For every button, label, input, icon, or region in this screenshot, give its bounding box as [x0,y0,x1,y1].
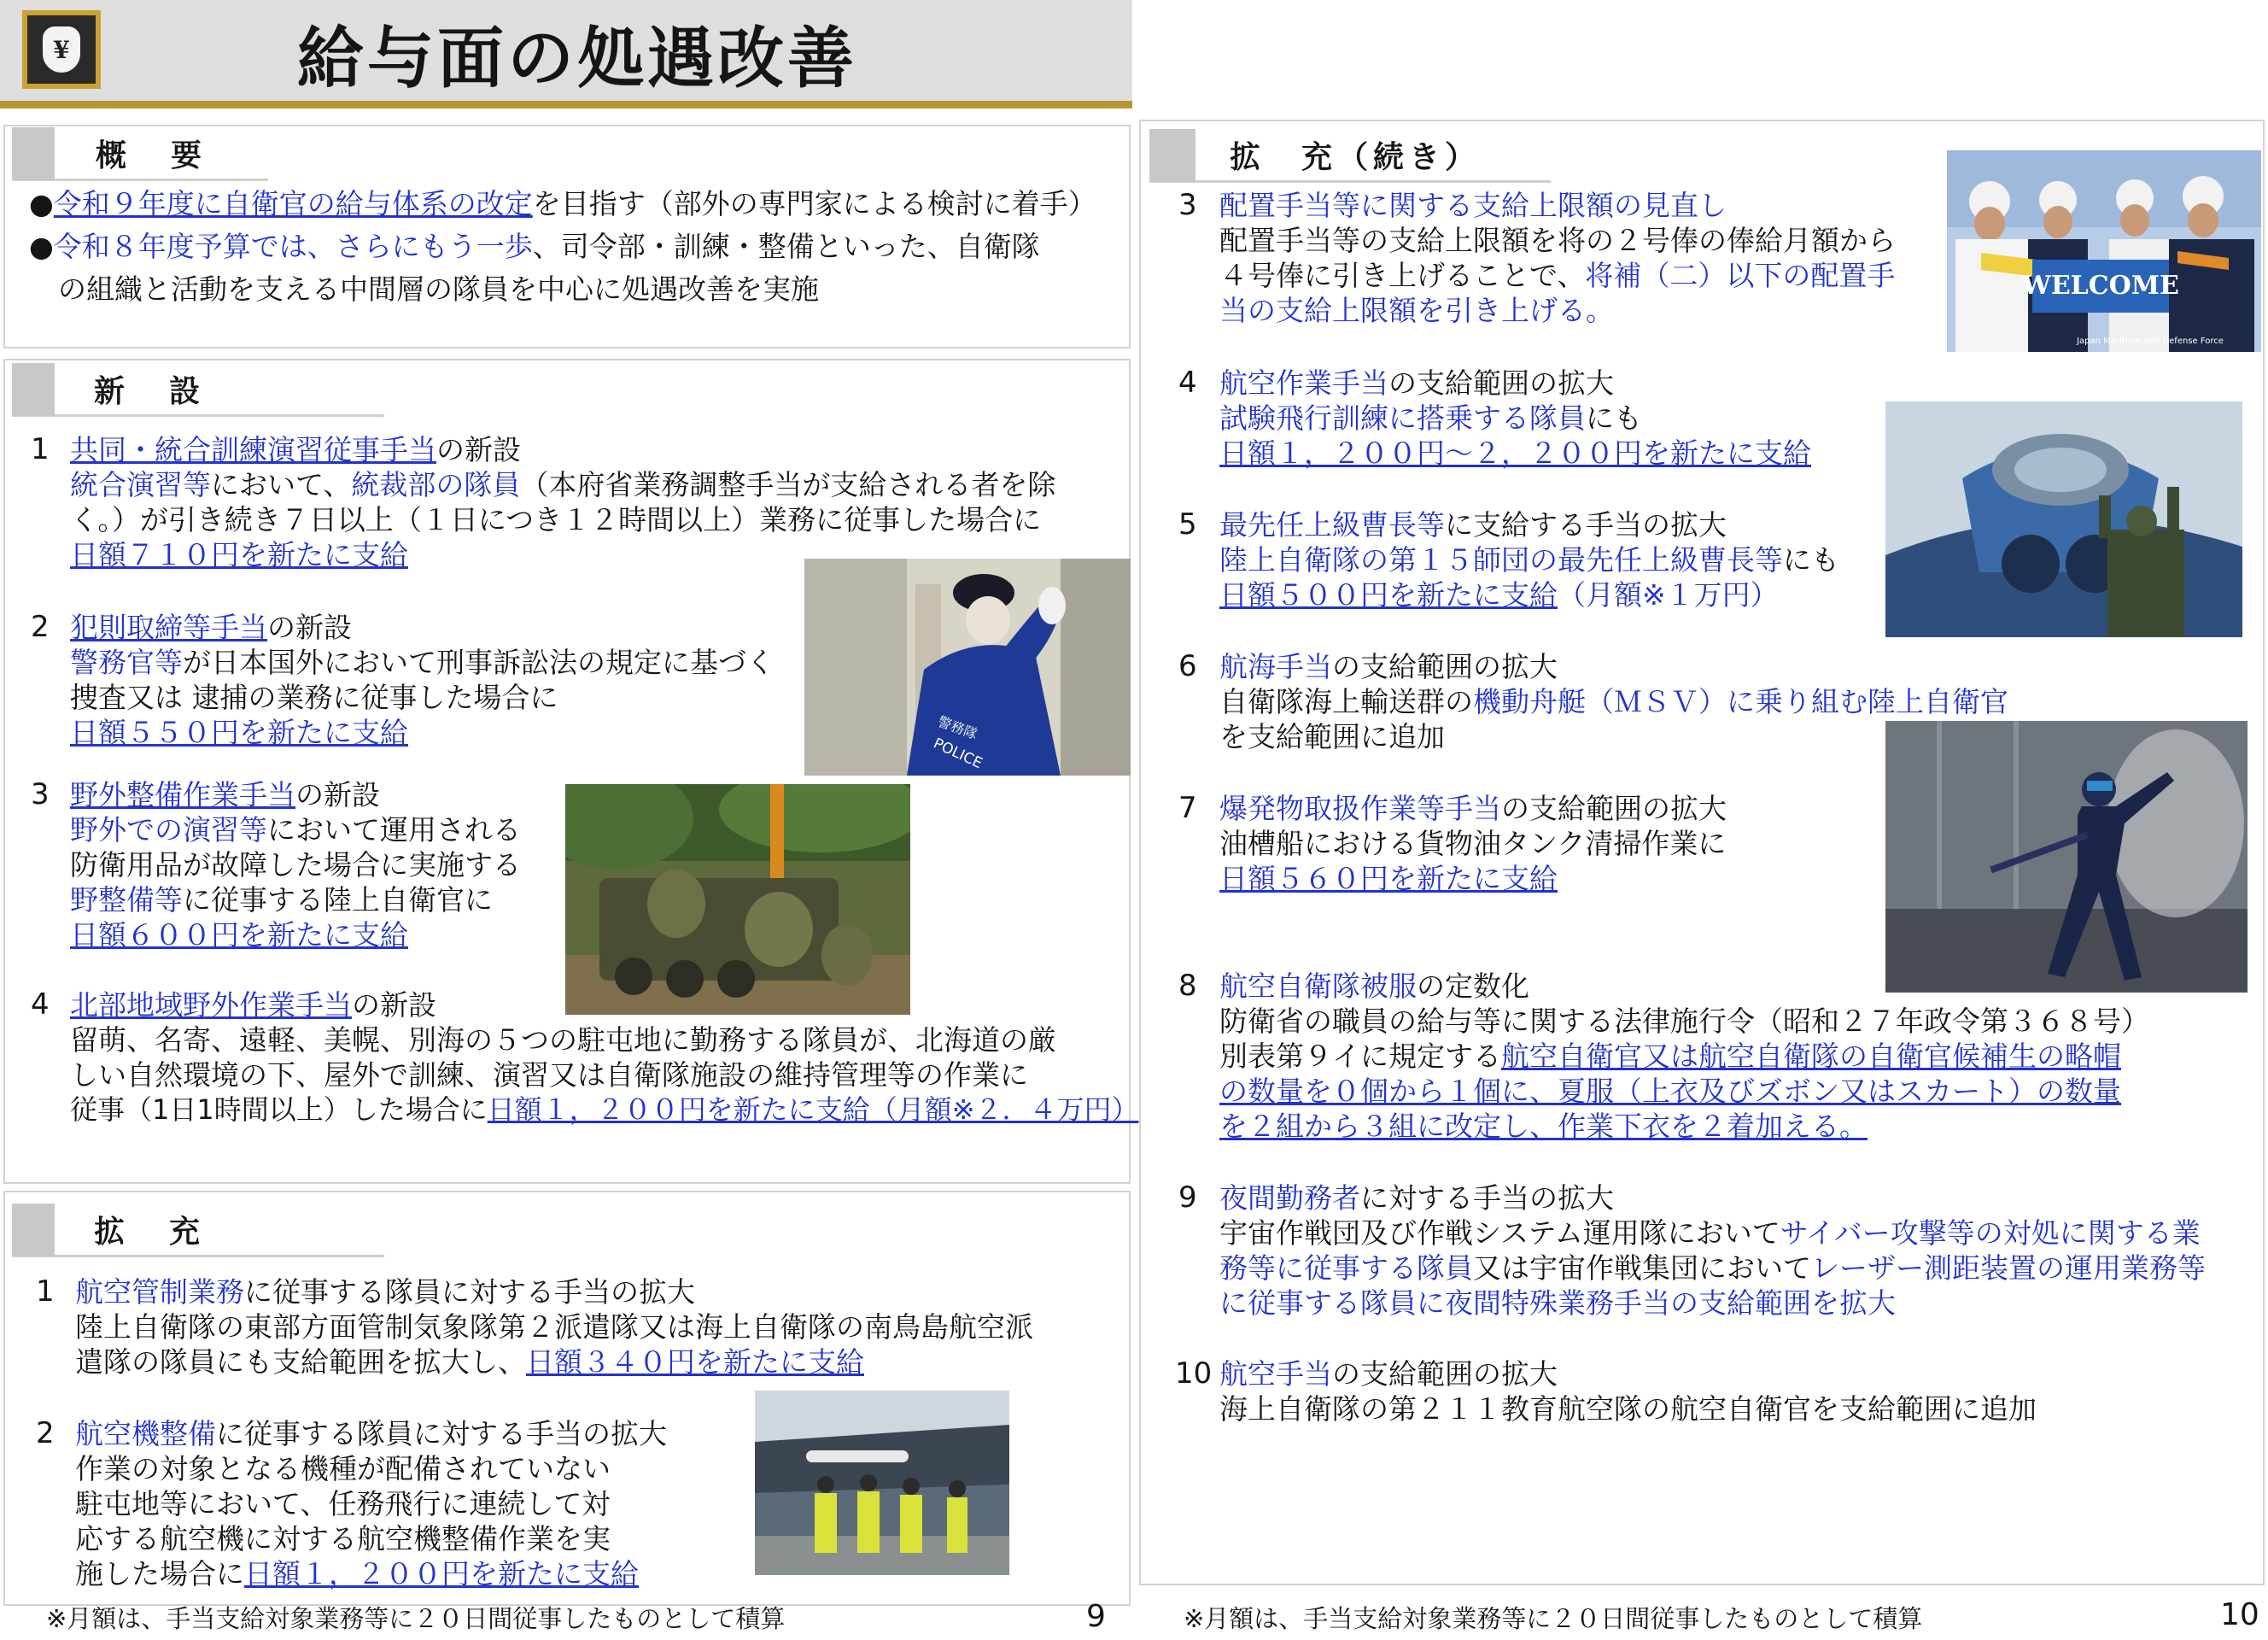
expand-item-4-line2 [1219,436,1811,471]
item-number: 8 [1178,969,1197,1003]
expand-item-2-title: 航空機整備に従事する隊員に対する手当の拡大 [75,1417,667,1450]
welcome-banner-text: WELCOME [2022,271,2179,301]
new-item-3-line3: 野整備等に従事する陸上自衛官に [70,883,493,917]
overview-bullet-2-line2: の組織と活動を支える中間層の隊員を中心に処遇改善を実施 [58,272,819,306]
item-number: 5 [1178,507,1197,542]
expand-item-10-line1: 海上自衛隊の第２１１教育航空隊の航空自衛官を支給範囲に追加 [1219,1392,2037,1426]
expand-item-7-title: 爆発物取扱作業等手当の支給範囲の拡大 [1219,792,1727,825]
expand-item-1-line2: 遣隊の隊員にも支給範囲を拡大し、日額３４０円を新たに支給 [75,1345,864,1379]
new-item-2-amount-link[interactable]: 日額５５０円を新たに支給 [70,716,408,749]
expand-item-10-title: 航空手当の支給範囲の拡大 [1219,1357,1558,1391]
expand-item-1-amount-link[interactable]: 日額３４０円を新たに支給 [526,1345,864,1379]
expand-item-2-amount-link[interactable]: 日額１，２００円を新たに支給 [244,1557,639,1590]
item-number: 3 [1178,188,1197,222]
welcome-sub-text: Japan Maritime Self-Defense Force [2077,337,2224,346]
expand-item-7-line1: 油槽船における貨物油タンク清掃作業に [1219,827,1727,860]
new-item-3-line1: 野外での演習等において運用される [70,813,521,846]
new-item-2-line2: 捜査又は 逮捕の業務に従事した場合に [70,681,558,714]
item-number: 4 [1178,366,1197,400]
new-item-1-title: 共同・統合訓練演習従事手当の新設 [70,433,521,466]
expand-item-8-link-3[interactable]: を２組から３組に改定し、作業下衣を２着加える。 [1219,1110,1868,1143]
aircraft-maintenance-photo [755,1391,1009,1575]
item-number: 6 [1178,649,1197,683]
yen-symbol: ¥ [43,26,80,73]
fighter-jet-photo [1885,401,2242,637]
footnote-right: ※月額は、手当支給対象業務等に２０日間従事したものとして積算 [1184,1604,1923,1633]
expand-item-4-line1: 試験飛行訓練に搭乗する隊員にも [1219,401,1642,435]
overview-heading [12,128,268,181]
expand-item-8-link-1[interactable]: 航空自衛官又は航空自衛隊の自衛官候補生の略帽 [1501,1040,2121,1073]
new-item-4-line3: 従事（1日1時間以上）した場合に日額１，２００円を新たに支給（月額※２．４万円） [70,1093,1139,1126]
new-item-2-title: 犯則取締等手当の新設 [70,611,352,644]
money-bag-icon [22,10,101,89]
welcome-ceremony-photo [1947,150,2261,352]
item-number: 3 [31,777,50,811]
item-number: 2 [36,1416,55,1450]
new-item-1-link[interactable]: 共同・統合訓練演習従事手当 [70,433,436,466]
new-item-2-link[interactable]: 犯則取締等手当 [70,611,267,644]
police-photo [804,559,1131,776]
heading-marker [12,127,55,180]
expand-cont-heading-label: 拡 充（続き） [1230,140,1482,175]
new-item-1-line1: 統合演習等において、統裁部の隊員（本府省業務調整手当が支給される者を除 [70,468,1056,501]
expand-item-8-link-2[interactable]: の数量を０個から１個に、夏服（上衣及びズボン又はスカート）の数量 [1219,1075,2121,1108]
expand-item-9-line1: 宇宙作戦団及び作戦システム運用隊においてサイバー攻撃等の対処に関する業 [1219,1216,2201,1250]
new-item-4-line1: 留萌、名寄、遠軽、美幌、別海の５つの駐屯地に勤務する隊員が、北海道の厳 [70,1023,1056,1057]
expand-item-3-line3: 当の支給上限額を引き上げる。 [1219,294,1614,327]
expand-item-4-amount-link[interactable]: 日額１，２００円～２，２００円を新たに支給 [1219,436,1811,470]
page-title: 給与面の処遇改善 [297,20,858,97]
item-number: 1 [31,432,50,466]
overview-heading-label: 概 要 [96,138,209,173]
new-item-1-amount-link[interactable]: 日額７１０円を新たに支給 [70,538,408,571]
expand-item-9-line3: に従事する隊員に夜間特殊業務手当の支給範囲を拡大 [1219,1286,1896,1320]
expand-item-9-line2: 務等に従事する隊員又は宇宙作戦集団においてレーザー測距装置の運用業務等 [1219,1251,2206,1285]
new-item-4-line2: しい自然環境の下、屋外で訓練、演習又は自衛隊施設の維持管理等の作業に [70,1058,1028,1092]
expand-item-2-line3: 応する航空機に対する航空機整備作業を実 [75,1522,611,1555]
expand-item-8-line2: 別表第９イに規定する航空自衛官又は航空自衛隊の自衛官候補生の略帽 [1219,1040,2121,1073]
expand-heading [12,1204,384,1257]
expand-item-7-line2 [1219,861,1558,896]
expand-item-8-line1: 防衛省の職員の給与等に関する法律施行令（昭和２７年政令第３６８号） [1219,1004,2149,1038]
expand-item-2-line2: 駐屯地等において、任務飛行に連続して対 [75,1487,611,1520]
expand-item-4-title: 航空作業手当の支給範囲の拡大 [1219,366,1614,400]
expand-item-8-line3 [1219,1074,2121,1109]
new-item-3-line2: 防衛用品が故障した場合に実施する [70,848,521,882]
new-item-1-line2: く。）が引き続き７日以上（１日につき１２時間以上）業務に従事した場合に [70,503,1042,536]
expand-item-6-line2: を支給範囲に追加 [1219,720,1445,753]
expand-item-2-line1: 作業の対象となる機種が配備されていない [75,1452,611,1485]
new-item-3-link[interactable]: 野外整備作業手当 [70,778,295,811]
expand-item-8-line4 [1219,1109,1868,1144]
overview-link-1[interactable]: 令和９年度に自衛官の給与体系の改定 [53,187,533,220]
expand-item-3-line1: 配置手当等の支給上限額を将の２号俸の俸給月額から [1219,224,1896,257]
new-item-4-title: 北部地域野外作業手当の新設 [70,988,436,1022]
tank-cleaning-photo [1885,721,2248,993]
expand-item-6-title: 航海手当の支給範囲の拡大 [1219,650,1558,683]
expand-item-2-line4: 施した場合に日額１，２００円を新たに支給 [75,1557,639,1590]
new-item-2-line1: 警務官等が日本国外において刑事訴訟法の規定に基づく [70,646,775,679]
heading-marker [12,1204,55,1256]
field-maintenance-photo [565,784,910,1015]
new-item-4-amount-link[interactable]: 日額１，２００円を新たに支給（月額※２．４万円） [487,1093,1139,1126]
new-item-1-line3 [70,537,408,572]
new-item-2-line3 [70,715,408,750]
expand-item-6-line1: 自衛隊海上輸送群の機動舟艇（ＭＳＶ）に乗り組む陸上自衛官 [1219,685,2008,718]
expand-item-1-line1: 陸上自衛隊の東部方面管制気象隊第２派遣隊又は海上自衛隊の南鳥島航空派 [75,1310,1033,1344]
vest-text-police: POLICE [930,735,985,773]
expand-item-5-amount-link[interactable]: 日額５００円を新たに支給 [1219,578,1558,612]
expand-item-5-line2: 日額５００円を新たに支給（月額※１万円） [1219,578,1779,612]
overview-highlight-2: 令和８年度予算では、さらにもう一歩 [53,230,533,263]
item-number: 10 [1175,1356,1213,1391]
new-item-3-amount-link[interactable]: 日額６００円を新たに支給 [70,918,408,952]
heading-marker [12,363,55,416]
new-heading [12,364,384,417]
new-heading-label: 新 設 [94,374,208,409]
vest-text: 警務隊 [935,712,980,743]
item-number: 7 [1178,791,1197,825]
overview-bullet-1: ●令和９年度に自衛官の給与体系の改定を目指す（部外の専門家による検討に着手） [29,187,1096,220]
expand-heading-label: 拡 充 [94,1215,208,1250]
expand-item-7-amount-link[interactable]: 日額５６０円を新たに支給 [1219,862,1558,895]
expand-cont-heading [1149,130,1551,183]
expand-item-9-title: 夜間勤務者に対する手当の拡大 [1219,1181,1614,1215]
item-number: 1 [36,1274,55,1309]
title-rule [0,101,1132,108]
expand-item-3-line2: ４号俸に引き上げることで、将補（二）以下の配置手 [1219,259,1896,292]
expand-item-1-title: 航空管制業務に従事する隊員に対する手当の拡大 [75,1275,695,1309]
expand-item-3-title: 配置手当等に関する支給上限額の見直し [1219,189,1727,222]
footnote-left: ※月額は、手当支給対象業務等に２０日間従事したものとして積算 [46,1604,786,1633]
new-item-3-line4 [70,917,408,952]
heading-marker [1149,129,1195,182]
page-number-right: 10 [2220,1597,2259,1632]
new-item-4-link[interactable]: 北部地域野外作業手当 [70,988,352,1022]
item-number: 9 [1178,1180,1197,1215]
expand-item-8-title: 航空自衛隊被服の定数化 [1219,969,1529,1003]
new-item-3-title: 野外整備作業手当の新設 [70,778,380,811]
page-number-left: 9 [1086,1599,1106,1634]
item-number: 2 [31,610,50,644]
item-number: 4 [31,987,50,1022]
expand-item-5-line1: 陸上自衛隊の第１５師団の最先任上級曹長等にも [1219,543,1839,577]
expand-item-5-title: 最先任上級曹長等に支給する手当の拡大 [1219,508,1727,542]
overview-bullet-2: ●令和８年度予算では、さらにもう一歩、司令部・訓練・整備といった、自衛隊 [29,230,1040,263]
